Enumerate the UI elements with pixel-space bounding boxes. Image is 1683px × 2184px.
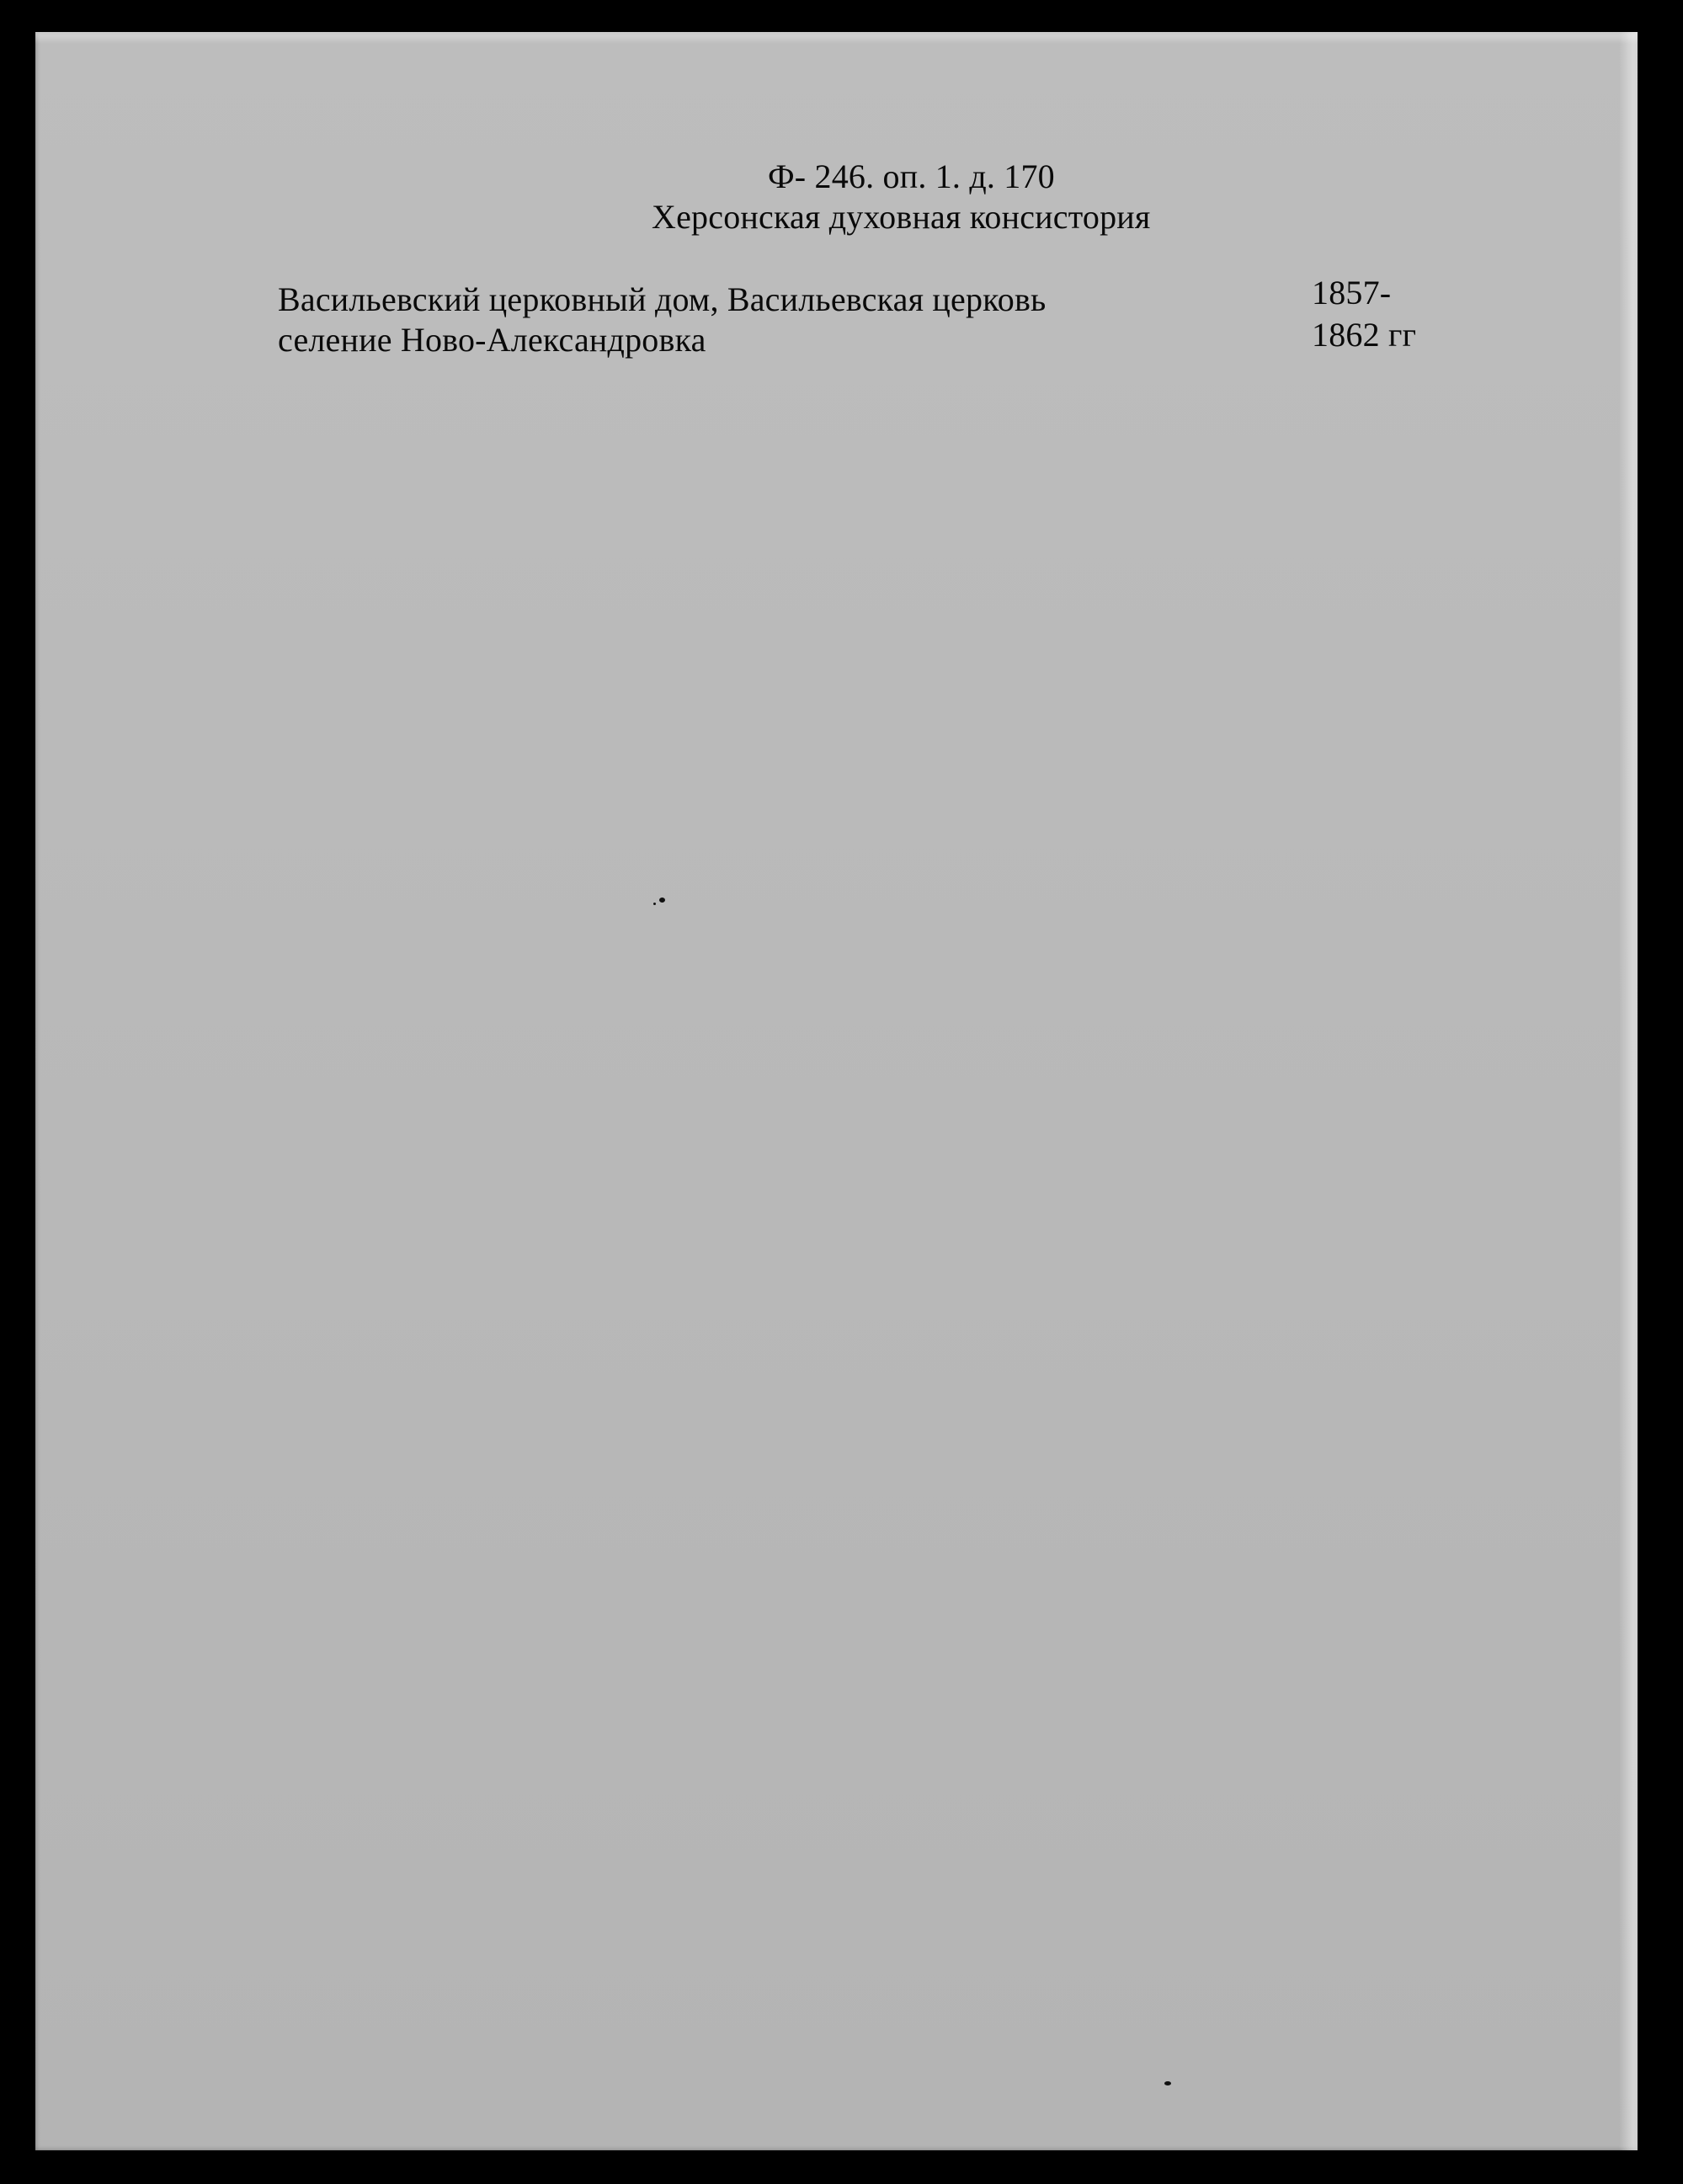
paper-speck	[1164, 2081, 1171, 2085]
entry-description-line: селение Ново-Александровка	[278, 321, 706, 359]
fund-reference: Ф- 246. оп. 1. д. 170	[768, 157, 1055, 195]
paper-edge-top	[35, 32, 1638, 44]
paper-speck	[659, 898, 665, 903]
archive-sheet	[35, 32, 1638, 2150]
entry-date-line: 1857-	[1312, 274, 1392, 312]
institution-name: Херсонская духовная консистория	[652, 198, 1151, 236]
paper-edge-right	[1619, 32, 1638, 2150]
paper-speck	[653, 903, 656, 905]
entry-description-line: Васильевский церковный дом, Васильевская церковь	[278, 280, 1047, 318]
entry-date-line: 1862 гг	[1312, 316, 1417, 354]
